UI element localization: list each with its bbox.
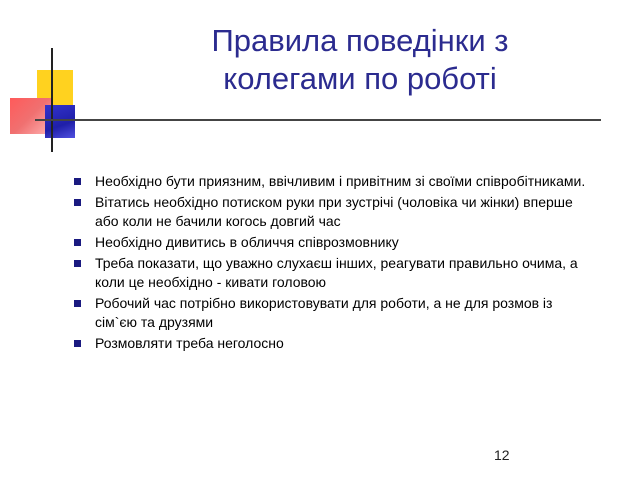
- bullet-text: Розмовляти треба неголосно: [95, 335, 284, 351]
- square-bullet-icon: [74, 239, 81, 246]
- bullet-text: Вітатись необхідно потиском руки при зустрічі (чоловіка чи жінки) вперше або коли не бачили когось довгий час: [95, 194, 573, 229]
- bullet-item: [70, 254, 590, 292]
- bullet-item: [70, 172, 590, 191]
- decor-vertical-line: [51, 48, 53, 152]
- slide-title-line-2: колегами по роботі: [223, 61, 497, 96]
- bullet-text: Робочий час потрібно використовувати для роботи, а не для розмов із сім`єю та друзями: [95, 295, 553, 330]
- square-bullet-icon: [74, 300, 81, 307]
- square-bullet-icon: [74, 199, 81, 206]
- bullet-text: Необхідно бути приязним, ввічливим і привітним зі своїми співробітниками.: [95, 173, 586, 189]
- bullet-item: [70, 294, 590, 332]
- decor-blue-square: [45, 105, 75, 138]
- bullet-text: Необхідно дивитись в обличчя співрозмовнику: [95, 234, 399, 250]
- bullet-item: [70, 233, 590, 252]
- title-underline: [35, 119, 601, 121]
- square-bullet-icon: [74, 340, 81, 347]
- square-bullet-icon: [74, 260, 81, 267]
- bullet-item: [70, 334, 590, 353]
- bullet-item: [70, 193, 590, 231]
- page-number: 12: [494, 447, 510, 463]
- bullet-list: [70, 172, 590, 355]
- slide-title-line-1: Правила поведінки з: [211, 23, 509, 58]
- slide-title: [130, 22, 590, 98]
- square-bullet-icon: [74, 178, 81, 185]
- bullet-text: Треба показати, що уважно слухаєш інших, реагувати правильно очима, а коли це необхідно - кивати головою: [95, 255, 578, 290]
